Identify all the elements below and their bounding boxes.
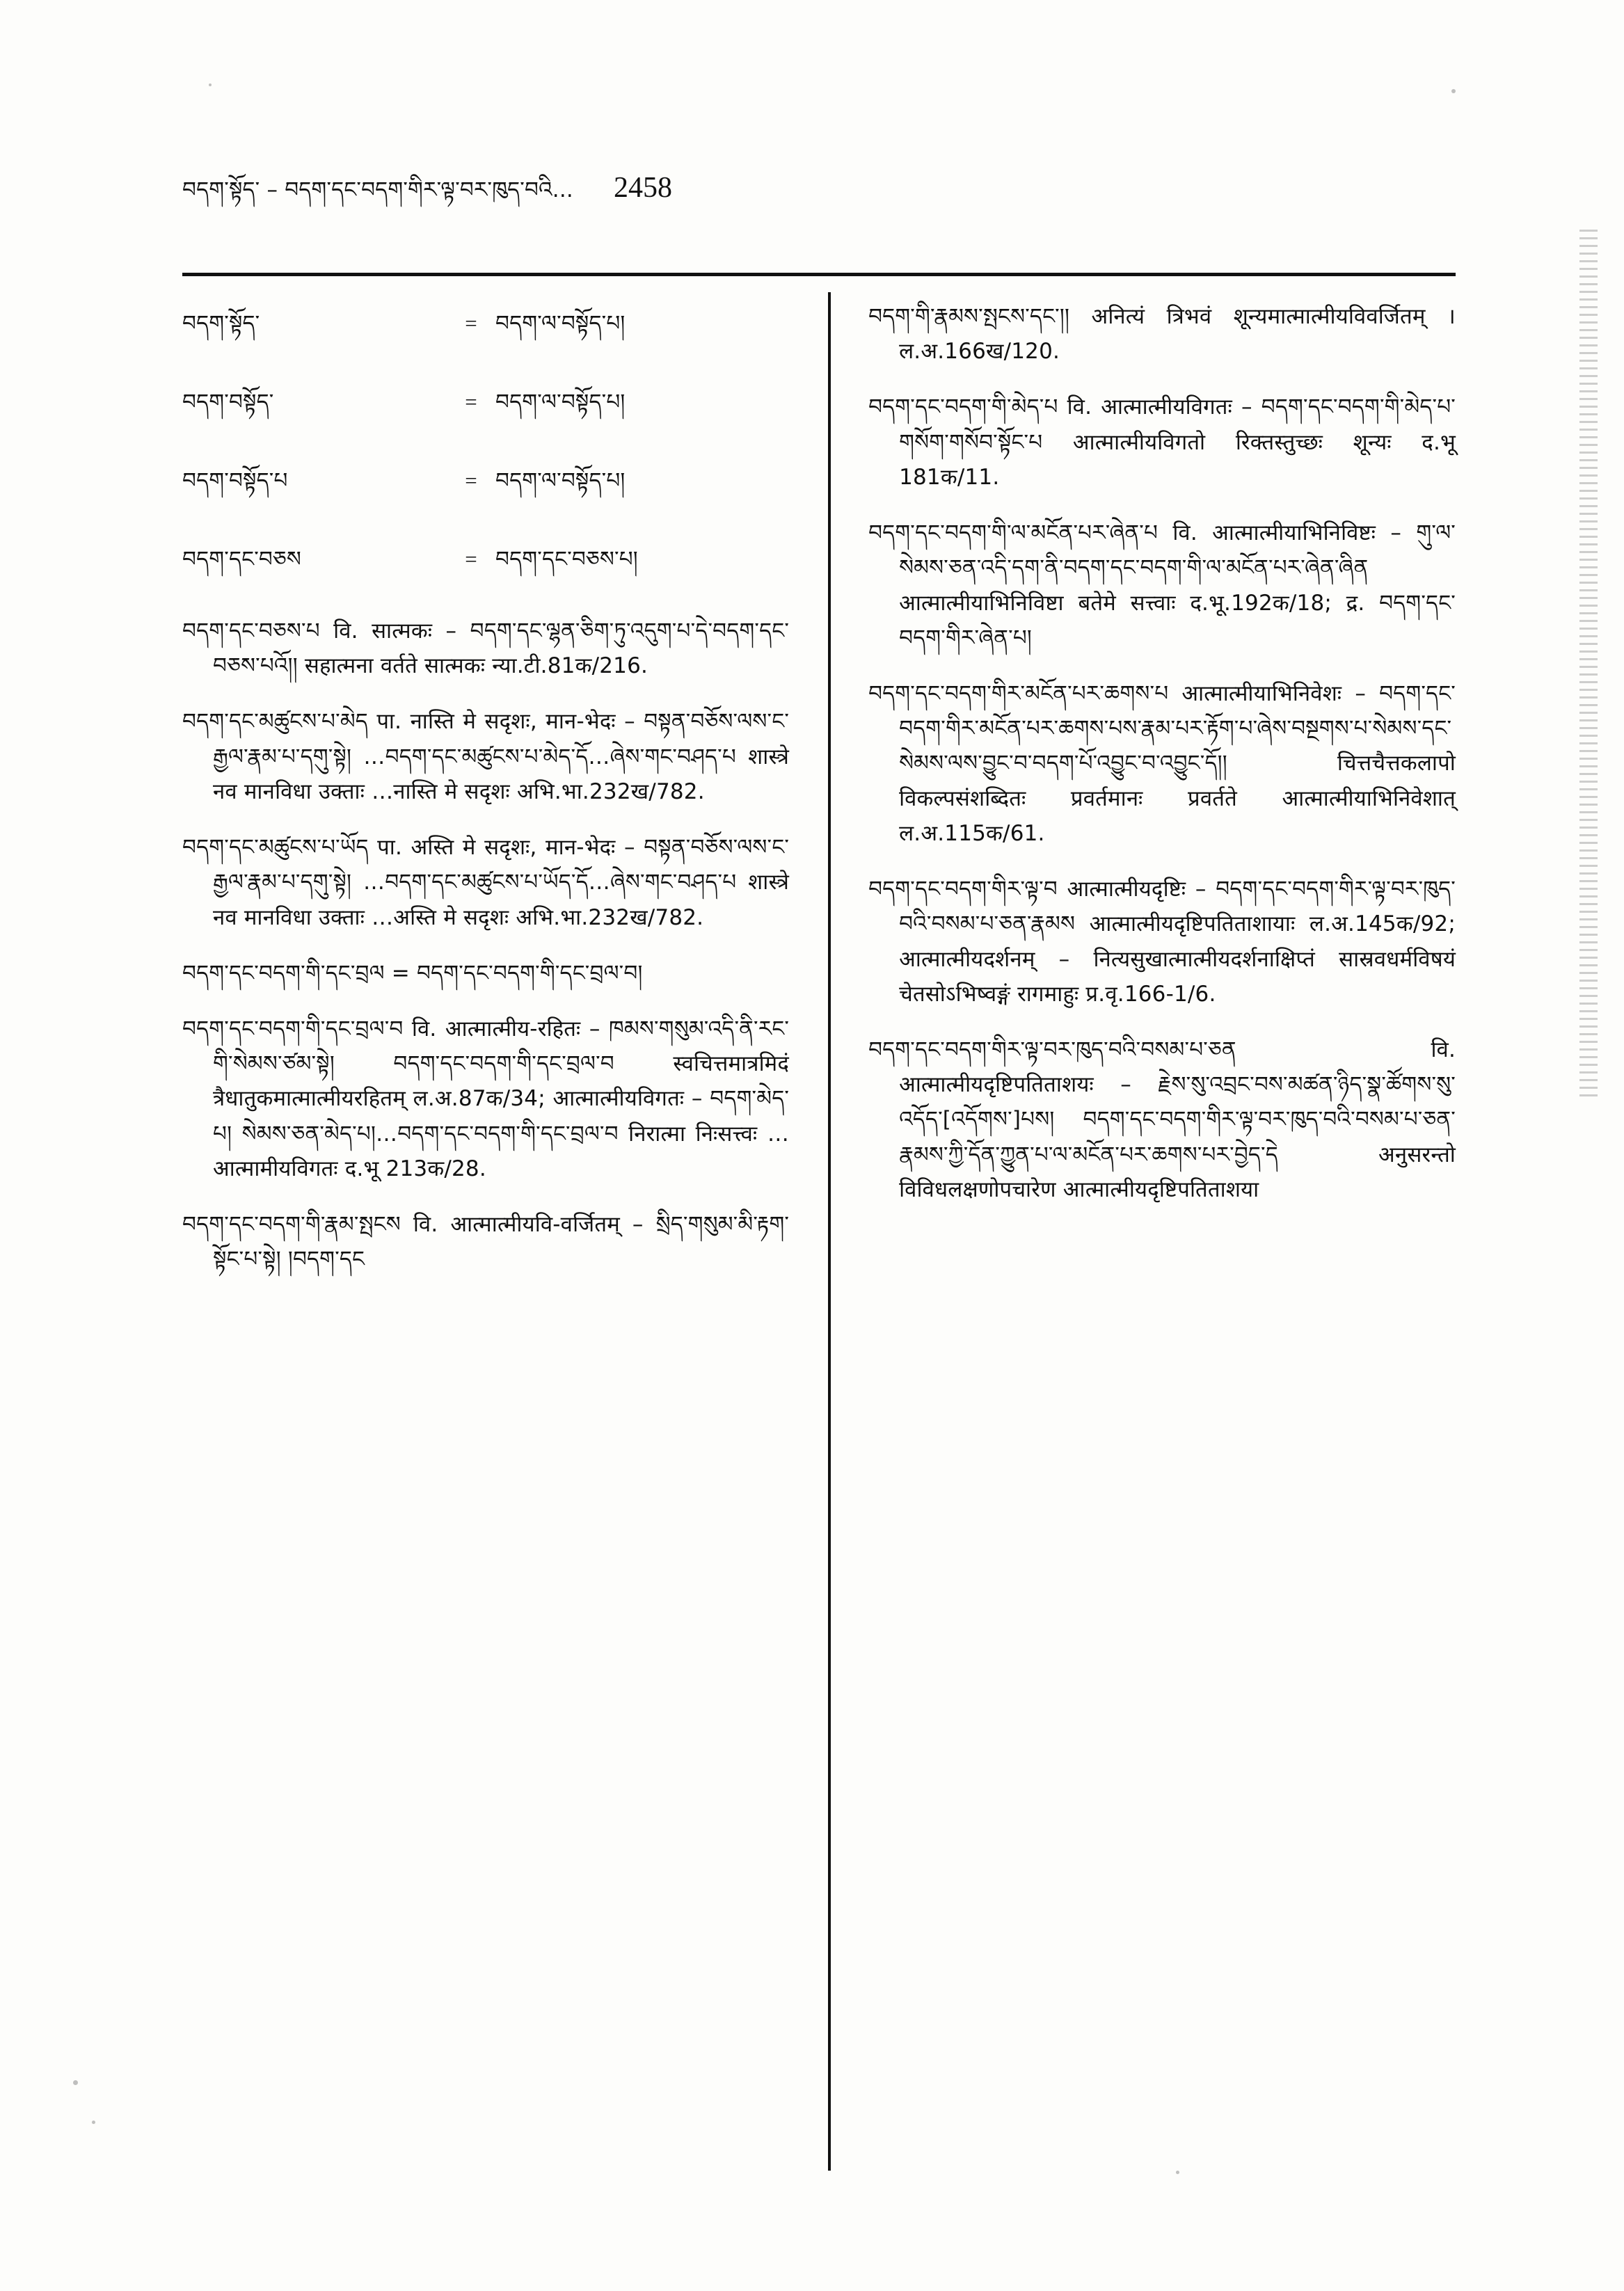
equation-row <box>182 456 789 517</box>
scan-speck <box>92 2121 95 2124</box>
dictionary-entry: བདག་དང་བཅས་པ वि. सात्मकः – བདག་དང་ལྷན་ཅིག་ཏུ་འདུག་པ་དེ་བདག་དང་བཅས་པའོ།། सहात्मना वर्तते सात्मकः न्या.टी.81क/216. <box>182 618 790 679</box>
equivalent: བདག་ལ་བསྟོད་པ། <box>495 311 626 336</box>
dictionary-entry: བདག་དང་བདག་གི་དང་བྲལ = བདག་དང་བདག་གི་དང་བྲལ་བ། <box>182 960 643 986</box>
header-rule <box>182 273 1456 276</box>
dictionary-entry: བདག་དང་མཚུངས་པ་ཡོད पा. अस्ति मे सदृशः, मान-भेदः – བསྟན་བཅོས་ལས་ང་རྒྱལ་རྣམ་པ་དགུ་སྟེ། …བདག་དང་མཚུངས་པ་ཡོད་དོ…ཞེས་གང་བཤད་པ शास्त्रे नव मानविधा उक्ताः …अस्ति मे सदृशः अभि.भा.232ख/782. <box>182 835 790 930</box>
equals-sign: = <box>465 390 477 414</box>
right-column <box>825 299 1456 2178</box>
page-header <box>182 166 1485 226</box>
equation-row <box>182 535 789 596</box>
dictionary-entry: བདག་གི་རྣམས་སྤངས་དང་།། अनित्यं त्रिभवं शून्यमात्मात्मीयविवर्जितम् । ल.अ.166ख/120. <box>868 304 1456 365</box>
dictionary-entry: བདག་དང་བདག་གི་རྣམ་སྤངས वि. आत्मात्मीयवि-वर्जितम् – སྲིད་གསུམ་མི་རྟག་སྟོང་པ་སྟེ། །བདག་དང <box>182 1212 790 1272</box>
headword: བདག་དང་བཅས <box>182 547 302 572</box>
dictionary-entry: བདག་དང་མཚུངས་པ་མེད पा. नास्ति मे सदृशः, मान-भेदः – བསྟན་བཅོས་ལས་ང་རྒྱལ་རྣམ་པ་དགུ་སྟེ། …བདག་དང་མཚུངས་པ་མེད་དོ…ཞེས་གང་བཤད་པ शास्त्रे नव मानविधा उक्ताः …नास्ति मे सदृशः अभि.भा.232ख/782. <box>182 709 790 804</box>
equals-sign: = <box>465 468 477 493</box>
equivalent: བདག་ལ་བསྟོད་པ། <box>495 390 626 415</box>
dictionary-entry: བདག་དང་བདག་གིར་མངོན་པར་ཆགས་པ आत्मात्मीयाभिनिवेशः – བདག་དང་བདག་གིར་མངོན་པར་ཆགས་པས་རྣམ་པར་རྟོག་པ་ཞེས་བསྔགས་པ་སེམས་དང་སེམས་ལས་བྱུང་བ་བདག་པོ་འབྱུང་བ་འབྱུང་དོ།། चित्तचैत्तकलापो विकल्पसंशब्दितः प्रवर्तमानः प्रवर्तते आत्मात्मीयाभिनिवेशात् ल.अ.115क/61. <box>868 680 1456 846</box>
left-column <box>182 299 825 2178</box>
dictionary-entry: བདག་དང་བདག་གི་མེད་པ वि. आत्मात्मीयविगतः – བདག་དང་བདག་གི་མེད་པ་གསོག་གསོབ་སྟོང་པ आत्मात्मीयविगतो रिक्तस्तुच्छः शून्यः द.भू 181क/11. <box>868 394 1456 490</box>
headword: བདག་བསྟོད་པ <box>182 468 288 493</box>
page-number: 2458 <box>613 172 672 204</box>
dictionary-entry: བདག་དང་བདག་གི་དང་བྲལ་བ वि. आत्मात्मीय-रहितः – ཁམས་གསུམ་འདི་ནི་རང་གི་སེམས་ཙམ་སྟེ། བདག་དང་བདག་གི་དང་བྲལ་བ स्वचित्तमात्रमिदं त्रैधातुकमात्मात्मीयरहितम् ल.अ.87क/34; आत्मात्मीयविगतः – བདག་མེད་པ། སེམས་ཅན་མེད་པ།…བདག་དང་བདག་གི་དང་བྲལ་བ निरात्मा निःसत्त्वः …आत्मामीयविगतः द.भू 213क/28. <box>182 1016 790 1181</box>
headword: བདག་བསྟོད་ <box>182 390 274 415</box>
dictionary-entry: བདག་དང་བདག་གི་ལ་མངོན་པར་ཞེན་པ वि. आत्मात्मीयाभिनिविष्टः – གུ་ལ་སེམས་ཅན་འདི་དག་ནི་བདག་དང་བདག་གི་ལ་མངོན་པར་ཞེན་ཞིན आत्मात्मीयाभिनिविष्टा बतेमे सत्त्वाः द.भू.192क/18; द्र. བདག་དང་བདག་གིར་ཞེན་པ། <box>868 520 1456 650</box>
scan-speck <box>209 83 212 86</box>
body-columns <box>182 299 1456 2178</box>
equals-sign: = <box>465 547 477 571</box>
dictionary-entry: བདག་དང་བདག་གིར་ལྟ་བར་ཁུད་བའི་བསམ་པ་ཅན वि. आत्मात्मीयदृष्टिपतिताशयः – རྗེས་སུ་འབྲང་བས་མཚན་ཉིད་སྣ་ཚོགས་སུ་འདོད་[འདོགས་]པས། བདག་དང་བདག་གིར་ལྟ་བར་ཁུད་བའི་བསམ་པ་ཅན་རྣམས་ཀྱི་དོན་ཀྱུན་པ་ལ་མངོན་པར་ཆགས་པར་བྱེད་དེ अनुसरन्तो विविधलक्षणोपचारेण आत्मात्मीयदृष्टिपतिताशया <box>868 1037 1456 1202</box>
equation-row <box>182 378 789 438</box>
headword: བདག་སྟོད་ <box>182 311 260 336</box>
equivalent: བདག་དང་བཅས་པ། <box>495 547 638 572</box>
dictionary-entry: བདག་དང་བདག་གིར་ལྟ་བ आत्मात्मीयदृष्टिः – བདག་དང་བདག་གིར་ལྟ་བར་ཁུད་བའི་བསམ་པ་ཅན་རྣམས आत्मात्मीयदृष्टिपतिताशायाः ल.अ.145क/92; आत्मात्मीयदर्शनम् – नित्यसुखात्मात्मीयदर्शनाक्षिप्तं सास्रवधर्मविषयं चेतसोऽभिष्वङ्गं रागमाहुः प्र.वृ.166-1/6. <box>868 877 1456 1007</box>
scan-edge-artifact <box>1579 230 1598 1099</box>
scan-speck <box>73 2080 78 2085</box>
running-title: བདག་སྟོད་ – བདག་དང་བདག་གིར་ལྟ་བར་ཁུད་བའི... <box>182 177 573 202</box>
equivalent: བདག་ལ་བསྟོད་པ། <box>495 468 626 493</box>
scan-speck <box>1451 89 1456 93</box>
equation-row <box>182 299 789 360</box>
equals-sign: = <box>465 311 477 335</box>
